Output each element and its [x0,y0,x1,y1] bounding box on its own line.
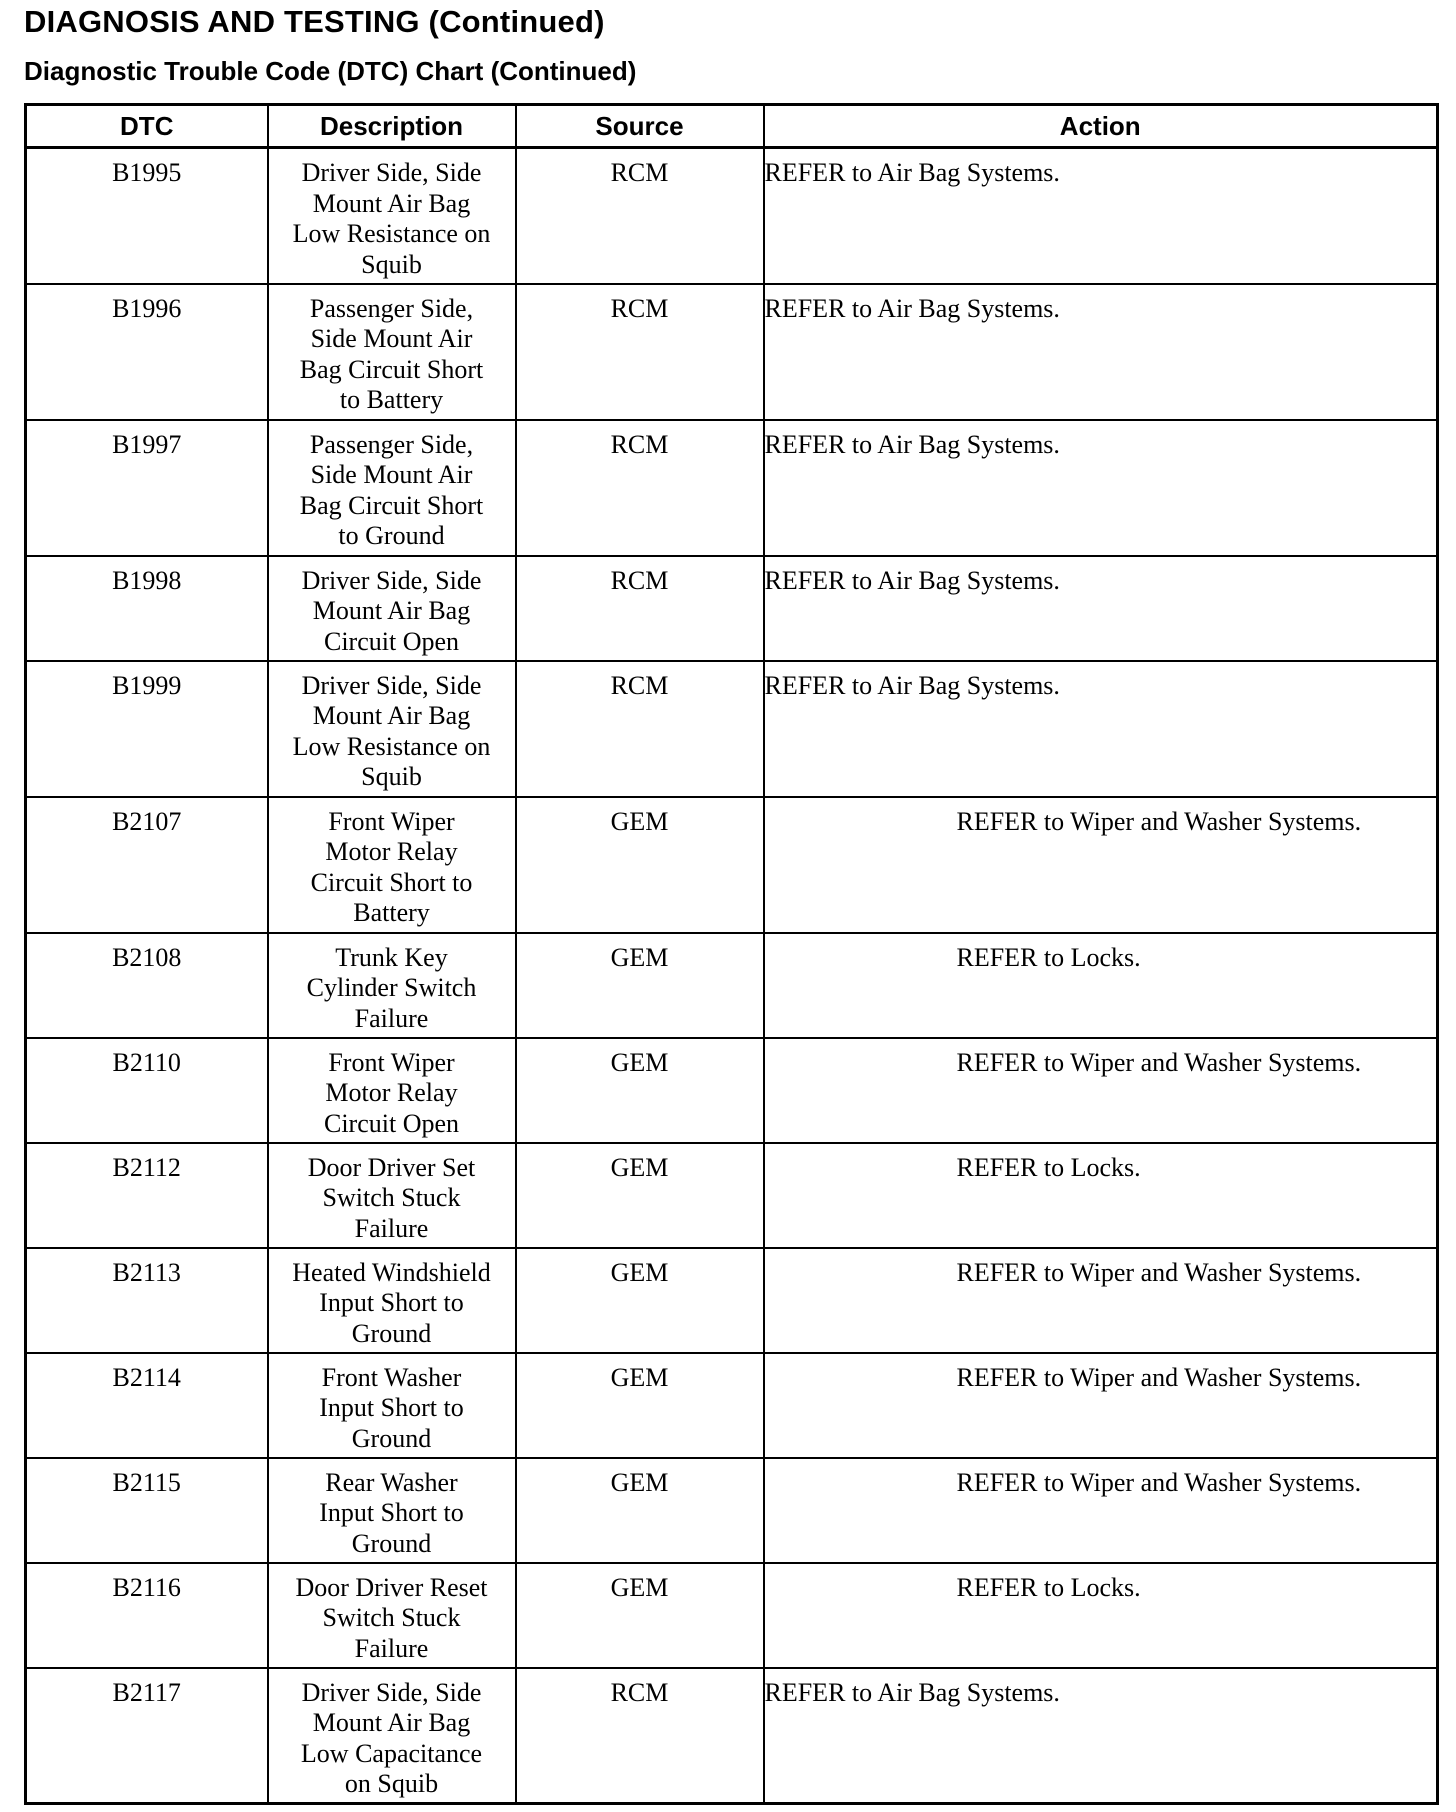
dtc-description: Driver Side, Side Mount Air Bag Low Resistance on Squib [268,148,516,284]
column-header-action: Action [764,105,1438,148]
dtc-code: B1997 [26,420,268,556]
dtc-source: RCM [516,284,764,420]
dtc-code: B2114 [26,1353,268,1458]
dtc-action: REFER to Wiper and Washer Systems. [764,1038,1438,1143]
dtc-source: RCM [516,1668,764,1804]
dtc-action: REFER to Air Bag Systems. [764,148,1438,284]
dtc-source: GEM [516,1353,764,1458]
dtc-source: RCM [516,556,764,661]
dtc-action: REFER to Air Bag Systems. [764,556,1438,661]
column-header-dtc: DTC [26,105,268,148]
dtc-description: Driver Side, Side Mount Air Bag Low Capacitance on Squib [268,1668,516,1804]
dtc-code: B2115 [26,1458,268,1563]
dtc-action: REFER to Air Bag Systems. [764,284,1438,420]
dtc-action: REFER to Air Bag Systems. [764,1668,1438,1804]
table-row [26,148,1438,284]
page-title: DIAGNOSIS AND TESTING (Continued) [24,4,605,39]
dtc-source: GEM [516,1458,764,1563]
dtc-code: B2112 [26,1143,268,1248]
dtc-description: Passenger Side, Side Mount Air Bag Circuit Short to Battery [268,284,516,420]
dtc-code: B2110 [26,1038,268,1143]
table-row [26,1563,1438,1668]
dtc-description: Front Wiper Motor Relay Circuit Short to Battery [268,797,516,933]
dtc-source: RCM [516,148,764,284]
dtc-description: Front Washer Input Short to Ground [268,1353,516,1458]
dtc-description: Heated Windshield Input Short to Ground [268,1248,516,1353]
dtc-description: Rear Washer Input Short to Ground [268,1458,516,1563]
table-row [26,933,1438,1038]
dtc-description: Front Wiper Motor Relay Circuit Open [268,1038,516,1143]
dtc-code: B2113 [26,1248,268,1353]
dtc-code: B1995 [26,148,268,284]
dtc-action: REFER to Wiper and Washer Systems. [764,797,1438,933]
table-row [26,420,1438,556]
dtc-action: REFER to Air Bag Systems. [764,420,1438,556]
dtc-description: Driver Side, Side Mount Air Bag Low Resistance on Squib [268,661,516,797]
table-row [26,1353,1438,1458]
dtc-action: REFER to Locks. [764,1563,1438,1668]
dtc-description: Trunk Key Cylinder Switch Failure [268,933,516,1038]
dtc-code: B1998 [26,556,268,661]
dtc-description: Passenger Side, Side Mount Air Bag Circuit Short to Ground [268,420,516,556]
table-row [26,284,1438,420]
table-row [26,1248,1438,1353]
dtc-code: B2107 [26,797,268,933]
dtc-action: REFER to Air Bag Systems. [764,661,1438,797]
dtc-action: REFER to Wiper and Washer Systems. [764,1458,1438,1563]
dtc-source: GEM [516,797,764,933]
dtc-code: B2116 [26,1563,268,1668]
dtc-action: REFER to Wiper and Washer Systems. [764,1353,1438,1458]
chart-subtitle: Diagnostic Trouble Code (DTC) Chart (Continued) [24,56,637,86]
dtc-description: Driver Side, Side Mount Air Bag Circuit Open [268,556,516,661]
dtc-action: REFER to Wiper and Washer Systems. [764,1248,1438,1353]
table-header-row [26,105,1438,148]
dtc-source: GEM [516,1563,764,1668]
dtc-description: Door Driver Set Switch Stuck Failure [268,1143,516,1248]
dtc-source: RCM [516,420,764,556]
dtc-action: REFER to Locks. [764,933,1438,1038]
column-header-source: Source [516,105,764,148]
dtc-source: GEM [516,1248,764,1353]
dtc-source: RCM [516,661,764,797]
dtc-description: Door Driver Reset Switch Stuck Failure [268,1563,516,1668]
dtc-source: GEM [516,1038,764,1143]
dtc-table [24,103,1439,1805]
table-row [26,1143,1438,1248]
dtc-code: B1996 [26,284,268,420]
dtc-code: B2117 [26,1668,268,1804]
dtc-code: B2108 [26,933,268,1038]
column-header-description: Description [268,105,516,148]
dtc-source: GEM [516,933,764,1038]
table-row [26,1668,1438,1804]
table-row [26,1458,1438,1563]
dtc-code: B1999 [26,661,268,797]
table-row [26,556,1438,661]
dtc-action: REFER to Locks. [764,1143,1438,1248]
dtc-source: GEM [516,1143,764,1248]
table-row [26,1038,1438,1143]
table-row [26,661,1438,797]
table-row [26,797,1438,933]
